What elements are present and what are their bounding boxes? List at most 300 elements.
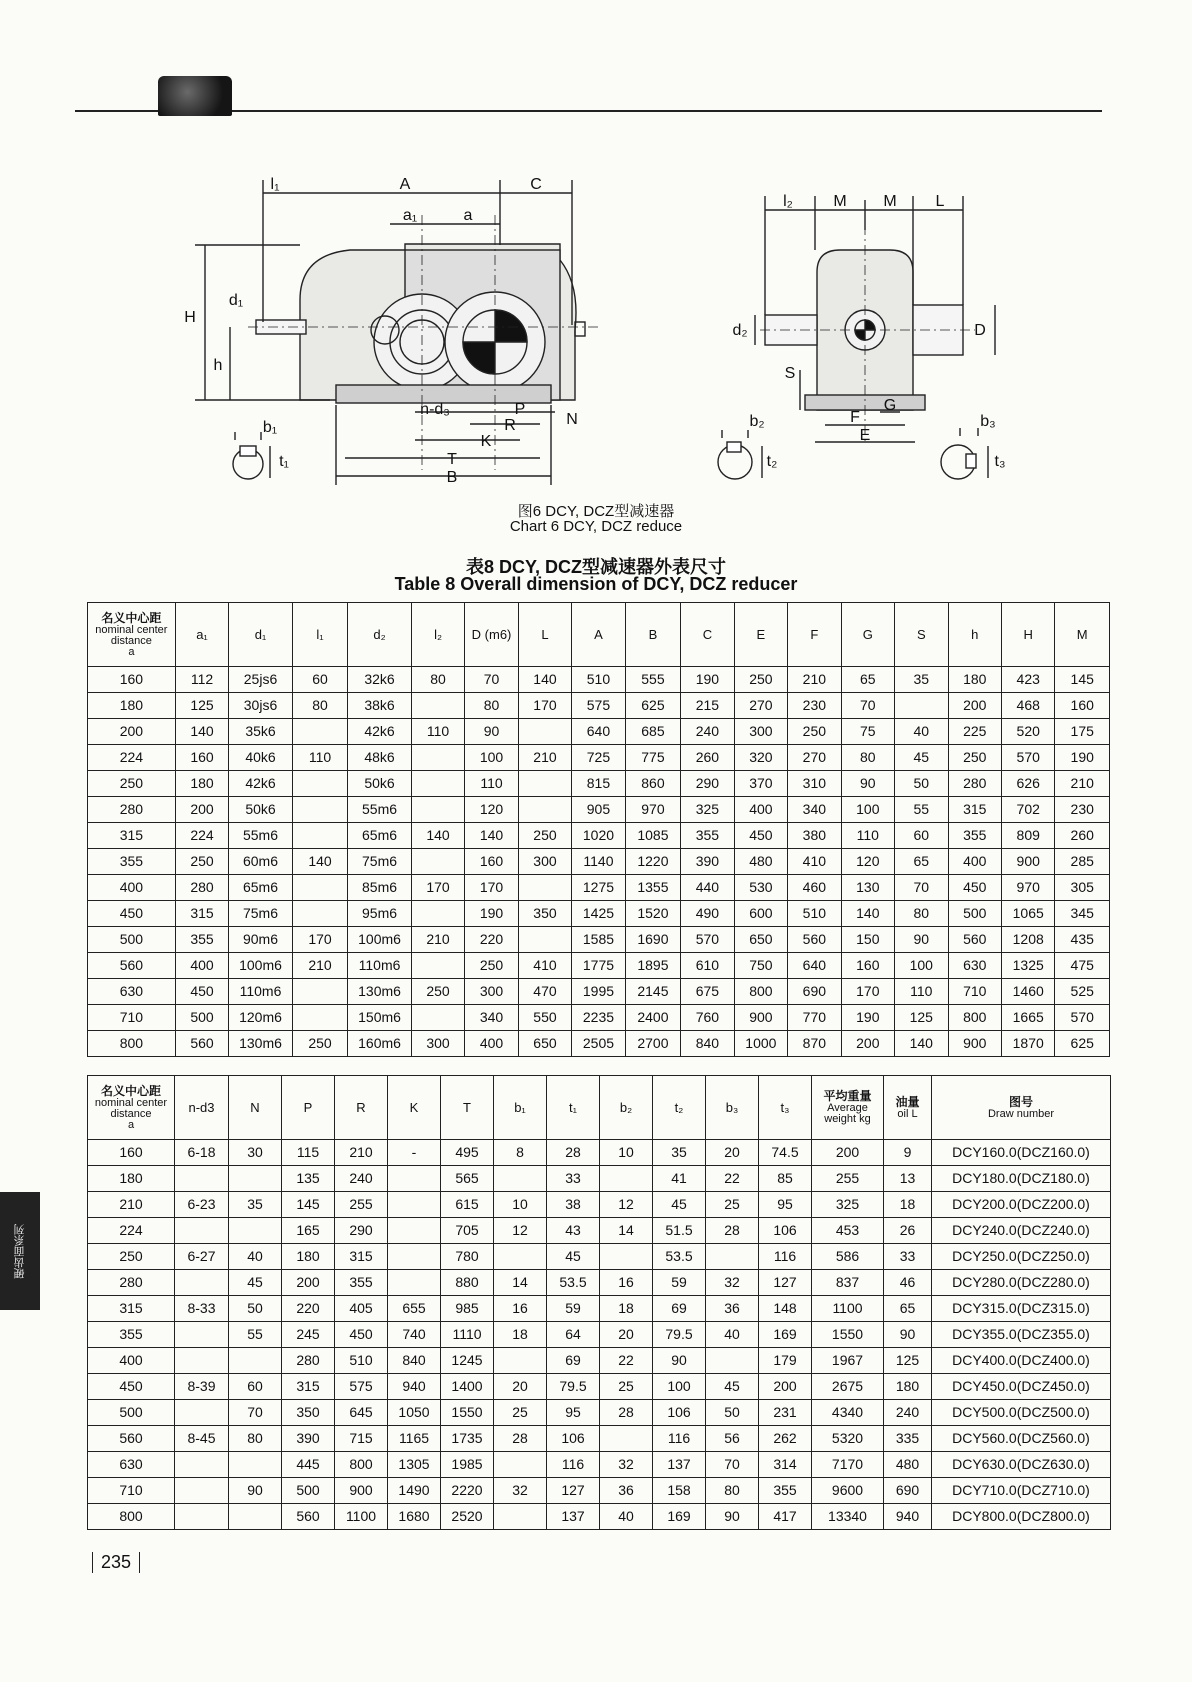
table-cell: 2145: [625, 979, 680, 1005]
table-cell: 870: [788, 1031, 841, 1057]
table-cell: [175, 1270, 229, 1296]
table-cell: 510: [788, 901, 841, 927]
table-cell: 170: [841, 979, 894, 1005]
table-cell: 260: [1055, 823, 1110, 849]
table-cell: 630: [88, 979, 176, 1005]
table-cell: 148: [759, 1296, 812, 1322]
table-cell: 315: [88, 1296, 175, 1322]
table-cell: 180: [282, 1244, 335, 1270]
table-cell: 480: [884, 1452, 932, 1478]
table-cell: 840: [388, 1348, 441, 1374]
table-cell: 240: [681, 719, 734, 745]
table-cell: 450: [948, 875, 1001, 901]
table-cell: [518, 797, 571, 823]
table-cell: 335: [884, 1426, 932, 1452]
table-cell: 18: [884, 1192, 932, 1218]
table-cell: 1110: [441, 1322, 494, 1348]
table-cell: 390: [681, 849, 734, 875]
col-header: d₂: [348, 603, 412, 667]
table-cell: [388, 1192, 441, 1218]
table-cell: 809: [1001, 823, 1054, 849]
table-cell: 150m6: [348, 1005, 412, 1031]
table-cell: 453: [812, 1218, 884, 1244]
table-cell: 80: [895, 901, 948, 927]
table-cell: 140: [411, 823, 464, 849]
table-cell: 169: [759, 1322, 812, 1348]
table-cell: 800: [734, 979, 787, 1005]
table-cell: 417: [759, 1504, 812, 1530]
table-cell: 450: [335, 1322, 388, 1348]
table-cell: 70: [706, 1452, 759, 1478]
table-cell: DCY800.0(DCZ800.0): [932, 1504, 1111, 1530]
table-cell: 250: [411, 979, 464, 1005]
table-cell: 140: [175, 719, 228, 745]
table-cell: [411, 693, 464, 719]
table-cell: 140: [518, 667, 571, 693]
table-cell: 450: [88, 901, 176, 927]
table-cell: 715: [335, 1426, 388, 1452]
table-row: [88, 1296, 1111, 1322]
table-cell: 555: [625, 667, 680, 693]
table-cell: 300: [518, 849, 571, 875]
table-row: [88, 1140, 1111, 1166]
table-row: [88, 901, 1110, 927]
dimension-table-body: [88, 667, 1110, 1057]
table-cell: 160m6: [348, 1031, 412, 1057]
table-cell: 280: [282, 1348, 335, 1374]
table-cell: 45: [653, 1192, 706, 1218]
table-cell: [600, 1166, 653, 1192]
table-cell: 500: [175, 1005, 228, 1031]
table-cell: 116: [759, 1244, 812, 1270]
table-cell: 30: [229, 1140, 282, 1166]
table-cell: 160: [88, 667, 176, 693]
table-cell: 510: [335, 1348, 388, 1374]
table-cell: 626: [1001, 771, 1054, 797]
label-nd3: n-d₃: [420, 401, 450, 418]
table-cell: 250: [518, 823, 571, 849]
table-cell: [494, 1166, 547, 1192]
table-cell: 50: [229, 1296, 282, 1322]
table-cell: 35: [653, 1140, 706, 1166]
table-cell: [494, 1244, 547, 1270]
table-cell: 231: [759, 1400, 812, 1426]
table-cell: 495: [441, 1140, 494, 1166]
table-cell: 325: [681, 797, 734, 823]
table-cell: 1425: [572, 901, 625, 927]
table-cell: [175, 1322, 229, 1348]
table-cell: 468: [1001, 693, 1054, 719]
col-header: b₁: [494, 1076, 547, 1140]
label-N: N: [566, 411, 578, 428]
label-L: L: [935, 193, 945, 210]
table-cell: 315: [282, 1374, 335, 1400]
table-cell: [292, 797, 347, 823]
table-cell: 410: [788, 849, 841, 875]
table-cell: 130: [841, 875, 894, 901]
table-cell: 150: [841, 927, 894, 953]
col-header: C: [681, 603, 734, 667]
table-cell: 40: [706, 1322, 759, 1348]
table-cell: DCY160.0(DCZ160.0): [932, 1140, 1111, 1166]
table-cell: 69: [653, 1296, 706, 1322]
table-cell: 355: [948, 823, 1001, 849]
table-cell: [229, 1218, 282, 1244]
table-cell: 90: [465, 719, 518, 745]
table-cell: 200: [812, 1140, 884, 1166]
table-cell: 125: [895, 1005, 948, 1031]
table-cell: DCY180.0(DCZ180.0): [932, 1166, 1111, 1192]
table-cell: 350: [282, 1400, 335, 1426]
table-row: [88, 693, 1110, 719]
table-cell: 55m6: [348, 797, 412, 823]
page-number: 235: [92, 1552, 140, 1573]
table-cell: 710: [948, 979, 1001, 1005]
table-cell: 625: [1055, 1031, 1110, 1057]
table-cell: 65m6: [348, 823, 412, 849]
table-cell: 320: [734, 745, 787, 771]
table-cell: 800: [335, 1452, 388, 1478]
table-cell: 400: [88, 875, 176, 901]
table-cell: 70: [841, 693, 894, 719]
table-cell: 190: [1055, 745, 1110, 771]
table-cell: 575: [335, 1374, 388, 1400]
table-cell: 586: [812, 1244, 884, 1270]
table-cell: 655: [388, 1296, 441, 1322]
table-cell: 1585: [572, 927, 625, 953]
table-cell: [706, 1244, 759, 1270]
table-cell: 440: [681, 875, 734, 901]
table-row: [88, 849, 1110, 875]
table-cell: 32k6: [348, 667, 412, 693]
table-cell: DCY450.0(DCZ450.0): [932, 1374, 1111, 1400]
table-cell: 6-18: [175, 1140, 229, 1166]
table-cell: 210: [411, 927, 464, 953]
table-cell: 315: [335, 1244, 388, 1270]
table-cell: 230: [1055, 797, 1110, 823]
label-d2: d₂: [732, 322, 748, 339]
table-cell: 190: [465, 901, 518, 927]
table-cell: 1665: [1001, 1005, 1054, 1031]
table-cell: 40k6: [229, 745, 293, 771]
table-cell: 500: [88, 1400, 175, 1426]
table-cell: [518, 771, 571, 797]
table-cell: 600: [734, 901, 787, 927]
table-row: [88, 823, 1110, 849]
table-cell: 290: [681, 771, 734, 797]
table-cell: 14: [600, 1218, 653, 1244]
table-cell: 970: [1001, 875, 1054, 901]
table-cell: 90: [653, 1348, 706, 1374]
table-cell: 355: [335, 1270, 388, 1296]
table-cell: 355: [759, 1478, 812, 1504]
table-cell: 6-23: [175, 1192, 229, 1218]
table-cell: 5320: [812, 1426, 884, 1452]
table-cell: 9: [884, 1140, 932, 1166]
table-cell: 110: [895, 979, 948, 1005]
label-T: T: [447, 451, 457, 468]
table-cell: 110m6: [348, 953, 412, 979]
col-header: t₂: [653, 1076, 706, 1140]
col-header: a₁: [175, 603, 228, 667]
table-cell: 22: [600, 1348, 653, 1374]
table-cell: [229, 1348, 282, 1374]
table-cell: 12: [600, 1192, 653, 1218]
table-cell: 560: [88, 953, 176, 979]
table-cell: 46: [884, 1270, 932, 1296]
table-cell: DCY355.0(DCZ355.0): [932, 1322, 1111, 1348]
table-cell: DCY630.0(DCZ630.0): [932, 1452, 1111, 1478]
table-cell: 106: [759, 1218, 812, 1244]
table-cell: 80: [292, 693, 347, 719]
col-header: S: [895, 603, 948, 667]
table-cell: 520: [1001, 719, 1054, 745]
table-cell: 36: [706, 1296, 759, 1322]
table-cell: 250: [788, 719, 841, 745]
table-cell: 55: [895, 797, 948, 823]
table-cell: 160: [88, 1140, 175, 1166]
table-cell: 25: [600, 1374, 653, 1400]
table-cell: 42k6: [229, 771, 293, 797]
table-cell: 400: [734, 797, 787, 823]
table-row: [88, 1218, 1111, 1244]
table-cell: 75m6: [229, 901, 293, 927]
table-cell: 2700: [625, 1031, 680, 1057]
table-cell: 50: [706, 1400, 759, 1426]
table-cell: 100: [465, 745, 518, 771]
table-cell: 200: [948, 693, 1001, 719]
table-cell: 250: [734, 667, 787, 693]
table-cell: 200: [175, 797, 228, 823]
table-cell: [229, 1504, 282, 1530]
table-cell: 560: [948, 927, 1001, 953]
parameter-table: [87, 1075, 1111, 1530]
table-cell: 80: [841, 745, 894, 771]
table-cell: 905: [572, 797, 625, 823]
table-cell: 1985: [441, 1452, 494, 1478]
table-cell: 560: [175, 1031, 228, 1057]
table-cell: 390: [282, 1426, 335, 1452]
table-cell: 1520: [625, 901, 680, 927]
table-cell: 570: [1055, 1005, 1110, 1031]
table-cell: 645: [335, 1400, 388, 1426]
table-cell: [411, 771, 464, 797]
table-cell: 8-33: [175, 1296, 229, 1322]
table-cell: DCY315.0(DCZ315.0): [932, 1296, 1111, 1322]
table-cell: 169: [653, 1504, 706, 1530]
table-cell: 280: [88, 797, 176, 823]
table-cell: [292, 1005, 347, 1031]
table-cell: 1895: [625, 953, 680, 979]
table-cell: 285: [1055, 849, 1110, 875]
table-cell: 32: [706, 1270, 759, 1296]
side-tab: 硬齿面系列: [0, 1192, 40, 1310]
table-cell: 350: [518, 901, 571, 927]
table-cell: 18: [494, 1322, 547, 1348]
table-cell: 26: [884, 1218, 932, 1244]
table-cell: [175, 1452, 229, 1478]
table-cell: 106: [547, 1426, 600, 1452]
table-cell: 179: [759, 1348, 812, 1374]
table-cell: 410: [518, 953, 571, 979]
table-row: [88, 797, 1110, 823]
table-cell: 400: [175, 953, 228, 979]
col-header: t₃: [759, 1076, 812, 1140]
table-cell: 310: [788, 771, 841, 797]
table-cell: 370: [734, 771, 787, 797]
table-cell: 1400: [441, 1374, 494, 1400]
table-cell: 45: [229, 1270, 282, 1296]
col-header: R: [335, 1076, 388, 1140]
table-cell: 100: [895, 953, 948, 979]
table-cell: 305: [1055, 875, 1110, 901]
table-cell: 1050: [388, 1400, 441, 1426]
table-cell: 650: [518, 1031, 571, 1057]
label-A: A: [399, 176, 411, 193]
label-F: F: [850, 409, 860, 426]
table-row: [88, 1426, 1111, 1452]
table-cell: 400: [88, 1348, 175, 1374]
table-cell: [600, 1426, 653, 1452]
table-cell: 355: [88, 849, 176, 875]
table-cell: 210: [335, 1140, 388, 1166]
table-cell: 127: [547, 1478, 600, 1504]
table-cell: 1550: [441, 1400, 494, 1426]
table-cell: 32: [494, 1478, 547, 1504]
table-cell: 25: [494, 1400, 547, 1426]
table-cell: 40: [229, 1244, 282, 1270]
table-cell: 400: [948, 849, 1001, 875]
table-cell: 80: [411, 667, 464, 693]
table-cell: 35k6: [229, 719, 293, 745]
table-cell: 560: [282, 1504, 335, 1530]
table-cell: 116: [653, 1426, 706, 1452]
table-cell: 160: [465, 849, 518, 875]
table-row: [88, 1504, 1111, 1530]
table-cell: 240: [884, 1400, 932, 1426]
table-title-en: Table 8 Overall dimension of DCY, DCZ reducer: [394, 574, 798, 594]
table-cell: 900: [734, 1005, 787, 1031]
table-cell: 60: [895, 823, 948, 849]
table-cell: -: [388, 1140, 441, 1166]
table-cell: 2505: [572, 1031, 625, 1057]
table-cell: 1735: [441, 1426, 494, 1452]
table-cell: 725: [572, 745, 625, 771]
table-cell: 550: [518, 1005, 571, 1031]
table-cell: 28: [600, 1400, 653, 1426]
col-header-draw: 图号 Draw number: [932, 1076, 1111, 1140]
table-cell: 200: [759, 1374, 812, 1400]
table-cell: DCY400.0(DCZ400.0): [932, 1348, 1111, 1374]
table-cell: 4340: [812, 1400, 884, 1426]
table-cell: 1550: [812, 1322, 884, 1348]
table-cell: [175, 1218, 229, 1244]
table-cell: [388, 1166, 441, 1192]
table-cell: 170: [292, 927, 347, 953]
table-cell: 640: [572, 719, 625, 745]
table-cell: 35: [895, 667, 948, 693]
table-row: [88, 1005, 1110, 1031]
table-cell: 800: [948, 1005, 1001, 1031]
table-cell: 13: [884, 1166, 932, 1192]
table-cell: 190: [841, 1005, 894, 1031]
col-header: H: [1001, 603, 1054, 667]
table-cell: 140: [895, 1031, 948, 1057]
table-cell: 20: [600, 1322, 653, 1348]
table-cell: 60: [292, 667, 347, 693]
table-cell: 125: [884, 1348, 932, 1374]
table-cell: 240: [335, 1166, 388, 1192]
table-cell: 250: [465, 953, 518, 979]
table-cell: 65m6: [229, 875, 293, 901]
table-cell: 1100: [335, 1504, 388, 1530]
table-cell: 570: [681, 927, 734, 953]
table-cell: 220: [465, 927, 518, 953]
table-row: [88, 1400, 1111, 1426]
table-cell: DCY250.0(DCZ250.0): [932, 1244, 1111, 1270]
table-cell: 710: [88, 1478, 175, 1504]
table-cell: 95: [759, 1192, 812, 1218]
table-cell: 65: [884, 1296, 932, 1322]
table-cell: 95: [547, 1400, 600, 1426]
table-cell: 40: [600, 1504, 653, 1530]
table-cell: 14: [494, 1270, 547, 1296]
col-header: l₁: [292, 603, 347, 667]
table-cell: 315: [948, 797, 1001, 823]
table-cell: [292, 901, 347, 927]
table-cell: 100m6: [348, 927, 412, 953]
table-cell: 210: [788, 667, 841, 693]
table-cell: 2220: [441, 1478, 494, 1504]
table-cell: 1100: [812, 1296, 884, 1322]
table-cell: 1325: [1001, 953, 1054, 979]
table-cell: 45: [547, 1244, 600, 1270]
label-M2: M: [883, 193, 897, 210]
table-cell: 59: [547, 1296, 600, 1322]
col-header-oil: 油量 oil L: [884, 1076, 932, 1140]
table-cell: 480: [734, 849, 787, 875]
label-P: P: [514, 401, 526, 418]
table-cell: 314: [759, 1452, 812, 1478]
table-cell: 940: [388, 1374, 441, 1400]
table-cell: 70: [229, 1400, 282, 1426]
table-cell: [292, 719, 347, 745]
col-header: b₃: [706, 1076, 759, 1140]
label-t1: t₁: [279, 453, 289, 470]
table-row: [88, 1270, 1111, 1296]
table-cell: [292, 823, 347, 849]
table-cell: 43: [547, 1218, 600, 1244]
table-cell: 25js6: [229, 667, 293, 693]
table-cell: 570: [1001, 745, 1054, 771]
table-cell: 180: [948, 667, 1001, 693]
table-cell: [175, 1400, 229, 1426]
table-cell: [494, 1504, 547, 1530]
table-cell: 100: [841, 797, 894, 823]
col-header: n-d3: [175, 1076, 229, 1140]
table-cell: 45: [706, 1374, 759, 1400]
table-cell: [411, 745, 464, 771]
table-cell: 315: [175, 901, 228, 927]
table-cell: [292, 771, 347, 797]
table-cell: 180: [884, 1374, 932, 1400]
table-cell: 30js6: [229, 693, 293, 719]
table-cell: 36: [600, 1478, 653, 1504]
table-cell: 210: [88, 1192, 175, 1218]
table-cell: 1020: [572, 823, 625, 849]
table-cell: 8-39: [175, 1374, 229, 1400]
table-cell: [518, 719, 571, 745]
